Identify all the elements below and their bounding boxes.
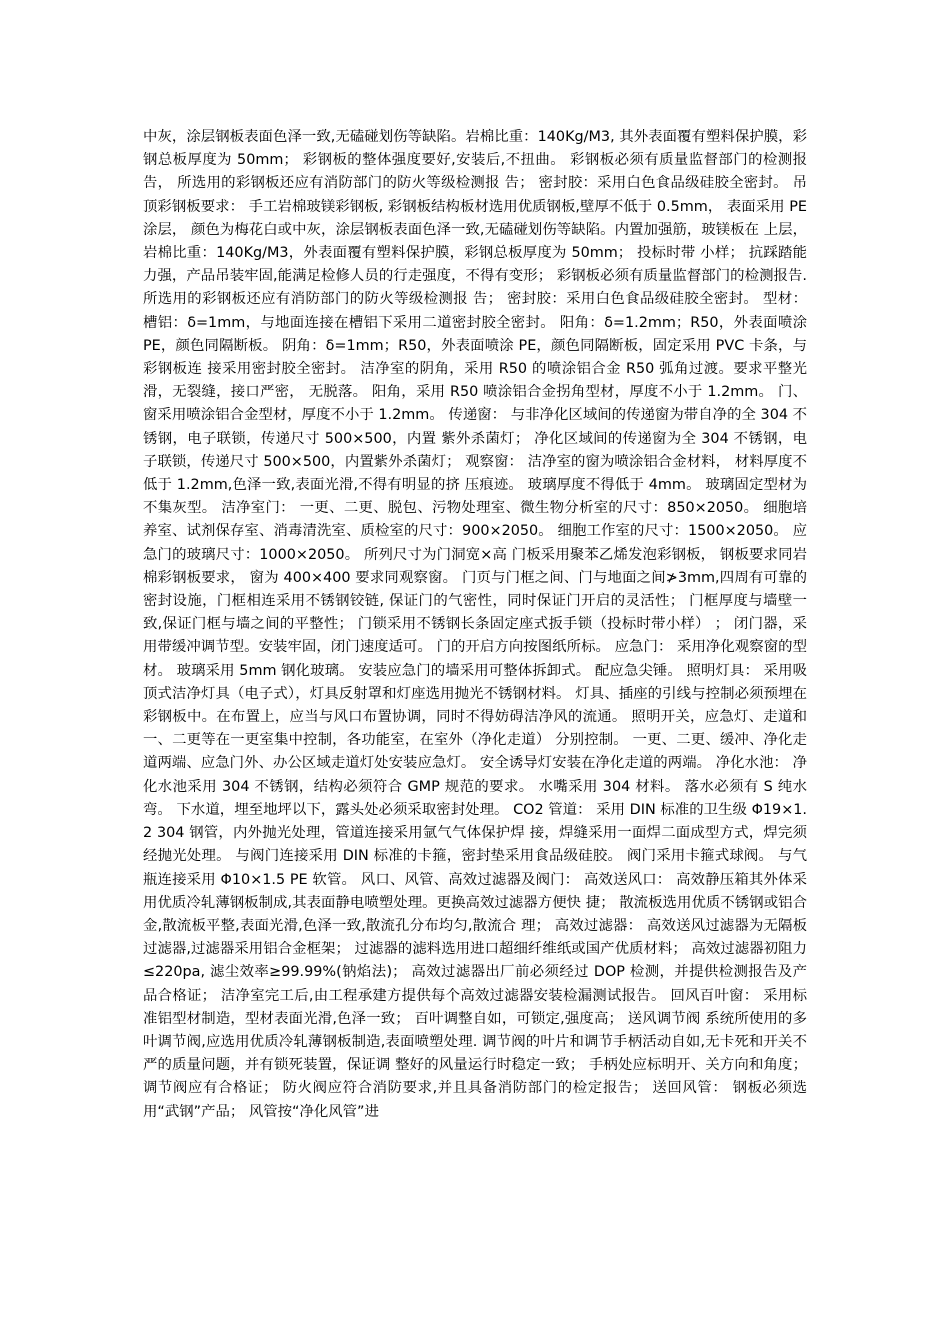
document-paragraph: 中灰，涂层钢板表面色泽一致,无磕碰划伤等缺陷。岩棉比重：140Kg/M3, 其外表面覆有塑料保护膜，彩钢总板厚度为 50mm； 彩钢板的整体强度要好,安装后,不扭曲。 彩钢板必须有质量监督部门的检测报告， 所选用的彩钢板还应有消防部门的防火等级检测报 告； 密封胶：采用白色食品级硅胶全密封。 吊顶彩钢板要求： 手工岩棉玻镁彩钢板, 彩钢板结构板材选用优质钢板,壁厚不低于 0.5mm， 表面采用 PE 涂层， 颜色为梅花白或中灰，涂层钢板表面色泽一致,无磕碰划伤等缺陷。内置加强筋，玻镁板在 上层，岩棉比重：140Kg/M3，外表面覆有塑料保护膜，彩钢总板厚度为 50mm； 投标时带 小样； 抗踩踏能力强，产品吊装牢固,能满足检修人员的行走强度，不得有变形； 彩钢板必须有质量监督部门的检测报告.所选用的彩钢板还应有消防部门的防火等级检测报 告； 密封胶：采用白色食品级硅胶全密封。 型材： 槽铝：δ=1mm，与地面连接在槽铝下采用二道密封胶全密封。 阳角：δ=1.2mm；R50，外表面喷涂 PE，颜色同隔断板。 阴角：δ=1mm；R50，外表面喷涂 PE，颜色同隔断板，固定采用 PVC 卡条，与彩钢板连 接采用密封胶全密封。 洁净室的阴角，采用 R50 的喷涂铝合金 R50 弧角过渡。要求平整光滑，无裂缝，接口严密， 无脱落。 阳角，采用 R50 喷涂铝合金拐角型材，厚度不小于 1.2mm。 门、窗采用喷涂铝合金型材，厚度不小于 1.2mm。 传递窗： 与非净化区域间的传递窗为带自净的全 304 不锈钢，电子联锁，传递尺寸 500×500，内置 紫外杀菌灯； 净化区域间的传递窗为全 304 不锈钢，电子联锁，传递尺寸 500×500，内置紫外杀菌灯； 观察窗： 洁净室的窗为喷涂铝合金材料， 材料厚度不低于 1.2mm,色泽一致,表面光滑,不得有明显的挤 压痕迹。 玻璃厚度不得低于 4mm。 玻璃固定型材为不集灰型。 洁净室门： 一更、二更、脱包、污物处理室、微生物分析室的尺寸：850×2050。 细胞培养室、试剂保存室、消毒清洗室、质检室的尺寸：900×2050。 细胞工作室的尺寸：1500×2050。 应急门的玻璃尺寸：1000×2050。 所列尺寸为门洞宽×高 门板采用聚苯乙烯发泡彩钢板， 钢板要求同岩棉彩钢板要求， 窗为 400×400 要求同观察窗。 门页与门框之间、门与地面之间≯3mm,四周有可靠的密封设施，门框相连采用不锈钢铰链, 保证门的气密性，同时保证门开启的灵活性； 门框厚度与墙壁一致,保证门框与墙之间的平整性； 门锁采用不锈钢长条固定座式扳手锁（投标时带小样） ； 闭门器，采用带缓冲调节型。安装牢固，闭门速度适可。 门的开启方向按图纸所标。 应急门： 采用净化观察窗的型材。 玻璃采用 5mm 钢化玻璃。 安装应急门的墙采用可整体拆卸式。 配应急尖锤。 照明灯具： 采用吸顶式洁净灯具（电子式），灯具反射罩和灯座选用抛光不锈钢材料。 灯具、插座的引线与控制必须预埋在彩钢板中。在布置上，应当与风口布置协调，同时不得妨碍洁净风的流通。 照明开关，应急灯、走道和一、二更等在一更室集中控制，各功能室，在室外（净化走道） 分别控制。 一更、二更、缓冲、净化走道两端、应急门外、办公区域走道灯处安装应急灯。 安全诱导灯安装在净化走道的两端。 净化水池： 净化水池采用 304 不锈钢，结构必须符合 GMP 规范的要求。 水嘴采用 304 材料。 落水必须有 S 纯水弯。 下水道，埋至地坪以下，露头处必须采取密封处理。 CO2 管道： 采用 DIN 标准的卫生级 Φ19×1.2 304 钢管，内外抛光处理，管道连接采用氩气气体保护焊 接，焊缝采用一面焊二面成型方式，焊完须经抛光处理。 与阀门连接采用 DIN 标准的卡箍，密封垫采用食品级硅胶。 阀门采用卡箍式球阀。 与气瓶连接采用 Φ10×1.5 PE 软管。 风口、风管、高效过滤器及阀门： 高效送风口： 高效静压箱其外体采用优质冷轧薄钢板制成,其表面静电喷塑处理。更换高效过滤器方便快 捷； 散流板选用优质不锈钢或铝合金,散流板平整,表面光滑,色泽一致,散流孔分布均匀,散流合 理； 高效过滤器： 高效送风过滤器为无隔板过滤器,过滤器采用铝合金框架； 过滤器的滤料选用进口超细纤维纸或国产优质材料； 高效过滤器初阻力≤220pa, 滤尘效率≥99.99%(钠焰法)； 高效过滤器出厂前必须经过 DOP 检测，并提供检测报告及产品合格证； 洁净室完工后,由工程承建方提供每个高效过滤器安装检漏测试报告。 回风百叶窗： 采用标准铝型材制造，型材表面光滑,色泽一致； 百叶调整自如，可锁定,强度高； 送风调节阀 系统所使用的多叶调节阀,应选用优质冷轧薄钢板制造,表面喷塑处理. 调节阀的叶片和调节手柄活动自如,无卡死和开关不严的质量问题，并有锁死装置，保证调 整好的风量运行时稳定一致； 手柄处应标明开、关方向和角度； 调节阀应有合格证； 防火阀应符合消防要求,并且具备消防部门的检定报告； 送回风管： 钢板必须选用“武钢”产品； 风管按“净化风管”进 xyxy=(143,129,807,1120)
document-body xyxy=(143,126,807,1124)
